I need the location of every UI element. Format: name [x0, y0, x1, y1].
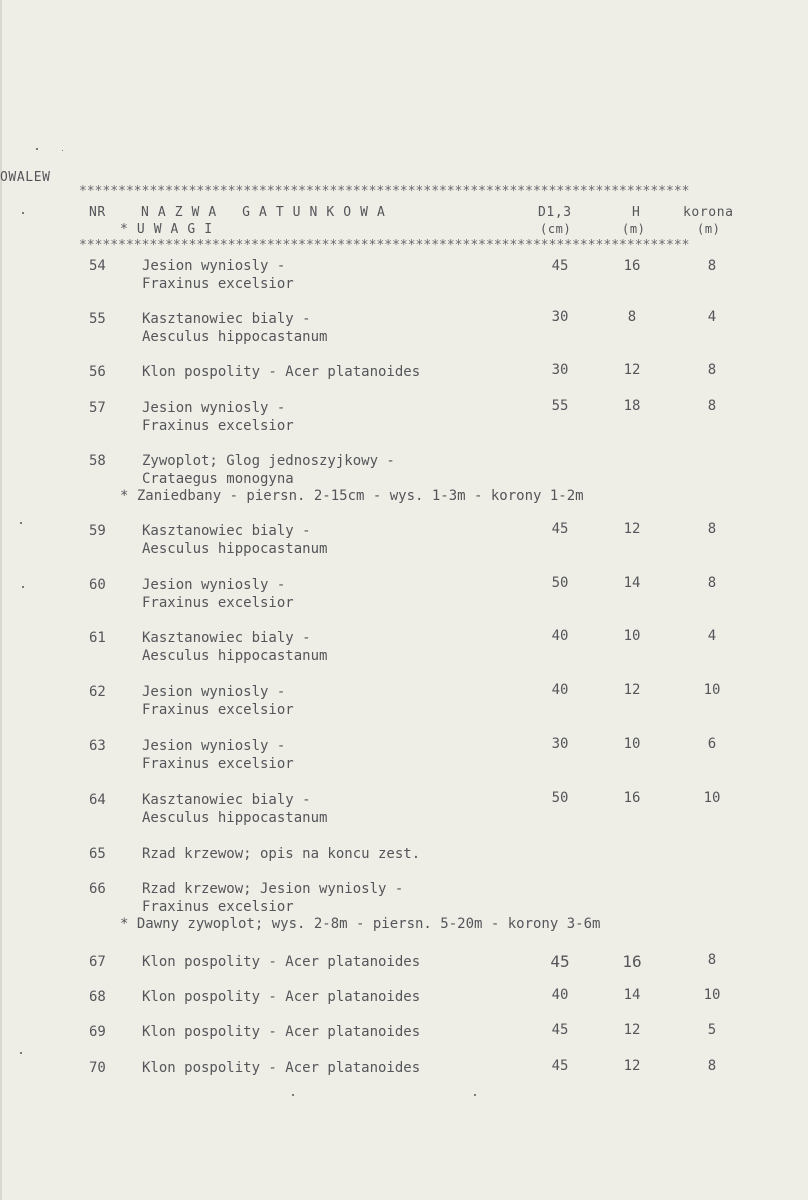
row-name: Rzad krzewow; opis na koncu zest. [142, 846, 421, 862]
row-korona: 6 [707, 736, 717, 752]
row-name: Jesion wyniosly - [142, 400, 286, 416]
row-name: Klon pospolity - Acer platanoides [142, 1060, 421, 1076]
row-d13: 45 [551, 521, 569, 537]
row-korona: 10 [703, 682, 721, 698]
header-h: H [632, 205, 641, 220]
dust-speck [36, 148, 38, 150]
dust-speck [22, 212, 24, 214]
header-d13-unit: (cm) [540, 222, 572, 236]
row-h: 18 [623, 398, 641, 414]
row-latin: Aesculus hippocastanum [142, 541, 328, 557]
row-h: 10 [623, 628, 641, 644]
stars-divider-top: ****************************************************************************** [79, 184, 690, 199]
row-d13: 55 [551, 398, 569, 414]
row-name: Kasztanowiec bialy - [142, 311, 311, 327]
row-nr: 66 [89, 881, 106, 897]
row-name: Jesion wyniosly - [142, 738, 286, 754]
row-name: Jesion wyniosly - [142, 258, 286, 274]
row-korona: 10 [703, 987, 721, 1003]
row-nr: 65 [89, 846, 106, 862]
dust-speck [20, 522, 22, 524]
dust-speck [474, 1094, 476, 1096]
row-h: 16 [623, 790, 641, 806]
row-nr: 55 [89, 311, 106, 327]
row-korona: 8 [707, 398, 717, 414]
row-d13: 45 [551, 1022, 569, 1038]
row-nr: 58 [89, 453, 106, 469]
row-name: Jesion wyniosly - [142, 577, 286, 593]
row-name: Rzad krzewow; Jesion wyniosly - [142, 881, 404, 897]
row-korona: 5 [707, 1022, 717, 1038]
row-korona: 4 [707, 628, 717, 644]
dust-speck [20, 1052, 22, 1054]
row-d13: 45 [551, 258, 569, 274]
row-nr: 60 [89, 577, 106, 593]
row-nr: 59 [89, 523, 106, 539]
header-d13: D1,3 [538, 205, 572, 220]
row-nr: 56 [89, 364, 106, 380]
row-nr: 61 [89, 630, 106, 646]
row-d13: 30 [551, 362, 569, 378]
row-korona: 8 [707, 362, 717, 378]
header-nr: NR [89, 205, 106, 220]
stars-divider-bottom: ****************************************************************************** [79, 238, 690, 253]
row-d13: 30 [551, 736, 569, 752]
row-nr: 69 [89, 1024, 106, 1040]
edge-label: OWALEW [0, 170, 51, 185]
header-h-unit: (m) [622, 222, 646, 236]
row-nr: 57 [89, 400, 106, 416]
row-korona: 8 [707, 575, 717, 591]
row-note: * Dawny zywoplot; wys. 2-8m - piersn. 5-20m - korony 3-6m [120, 916, 601, 932]
row-korona: 10 [703, 790, 721, 806]
header-notes: * U W A G I [120, 222, 213, 237]
row-d13: 50 [551, 790, 569, 806]
row-korona: 8 [707, 521, 717, 537]
row-name: Kasztanowiec bialy - [142, 523, 311, 539]
row-h: 14 [623, 575, 641, 591]
row-h: 16 [622, 952, 642, 971]
row-name: Kasztanowiec bialy - [142, 630, 311, 646]
row-h: 12 [623, 521, 641, 537]
row-d13: 40 [551, 628, 569, 644]
row-name: Klon pospolity - Acer platanoides [142, 954, 421, 970]
row-nr: 54 [89, 258, 106, 274]
row-d13: 30 [551, 309, 569, 325]
row-latin: Fraxinus excelsior [142, 899, 294, 915]
row-latin: Fraxinus excelsior [142, 418, 294, 434]
row-name: Zywoplot; Glog jednoszyjkowy - [142, 453, 395, 469]
row-h: 12 [623, 682, 641, 698]
row-nr: 68 [89, 989, 106, 1005]
row-nr: 64 [89, 792, 106, 808]
row-name: Klon pospolity - Acer platanoides [142, 364, 421, 380]
row-d13: 45 [551, 1058, 569, 1074]
row-h: 12 [623, 1058, 641, 1074]
row-note: * Zaniedbany - piersn. 2-15cm - wys. 1-3m - korony 1-2m [120, 488, 584, 504]
dust-speck [292, 1094, 294, 1096]
dust-speck [22, 586, 24, 588]
row-h: 16 [623, 258, 641, 274]
header-korona: korona [683, 205, 734, 220]
row-d13: 45 [550, 952, 570, 971]
row-latin: Crataegus monogyna [142, 471, 294, 487]
row-h: 12 [623, 362, 641, 378]
row-latin: Fraxinus excelsior [142, 595, 294, 611]
header-korona-unit: (m) [697, 222, 721, 236]
row-d13: 40 [551, 682, 569, 698]
row-latin: Fraxinus excelsior [142, 276, 294, 292]
row-nr: 67 [89, 954, 106, 970]
header-name: N A Z W A G A T U N K O W A [141, 205, 386, 220]
row-korona: 8 [707, 1058, 717, 1074]
row-nr: 63 [89, 738, 106, 754]
row-d13: 40 [551, 987, 569, 1003]
row-d13: 50 [551, 575, 569, 591]
row-name: Klon pospolity - Acer platanoides [142, 989, 421, 1005]
row-h: 10 [623, 736, 641, 752]
row-latin: Fraxinus excelsior [142, 702, 294, 718]
row-name: Jesion wyniosly - [142, 684, 286, 700]
dust-speck [62, 150, 63, 151]
row-latin: Aesculus hippocastanum [142, 648, 328, 664]
row-h: 14 [623, 987, 641, 1003]
row-korona: 4 [707, 309, 717, 325]
row-name: Klon pospolity - Acer platanoides [142, 1024, 421, 1040]
row-latin: Aesculus hippocastanum [142, 329, 328, 345]
row-nr: 70 [89, 1060, 106, 1076]
row-latin: Aesculus hippocastanum [142, 810, 328, 826]
row-korona: 8 [707, 952, 717, 968]
row-name: Kasztanowiec bialy - [142, 792, 311, 808]
row-h: 12 [623, 1022, 641, 1038]
row-nr: 62 [89, 684, 106, 700]
row-latin: Fraxinus excelsior [142, 756, 294, 772]
row-korona: 8 [707, 258, 717, 274]
row-h: 8 [627, 309, 637, 325]
